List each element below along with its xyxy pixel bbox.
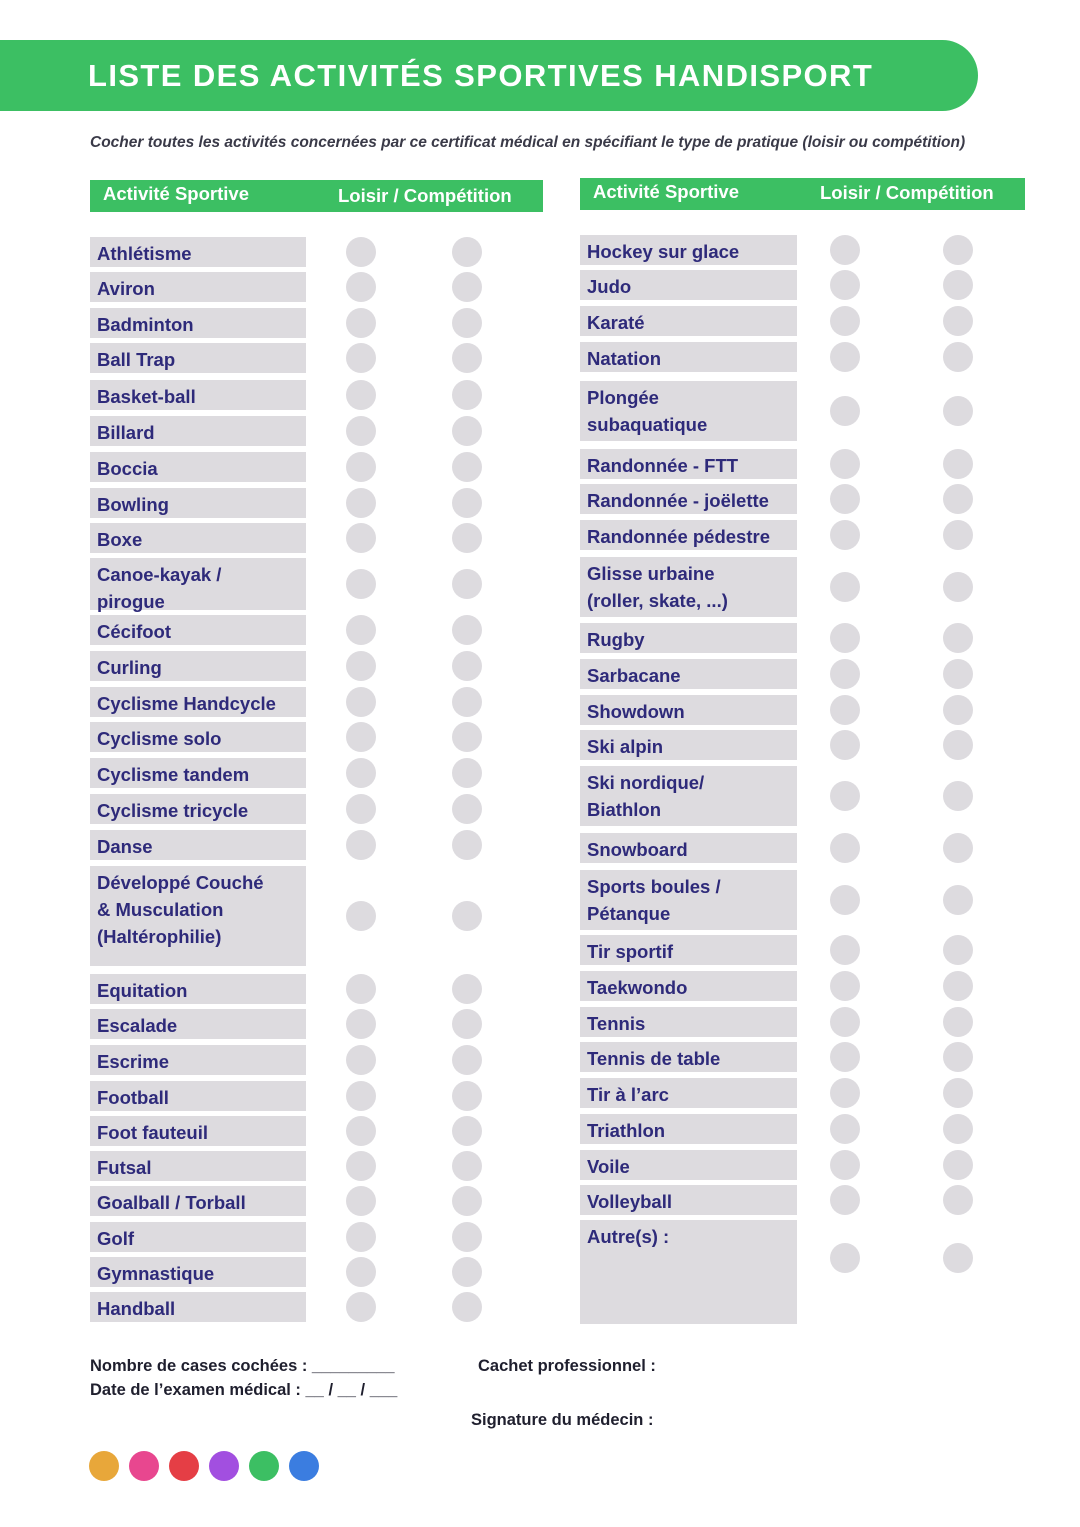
activity-label: Autre(s) : <box>580 1220 797 1324</box>
blue-dot <box>289 1451 319 1481</box>
activity-label: Taekwondo <box>580 971 797 1001</box>
activity-label: Plongée subaquatique <box>580 381 797 441</box>
activity-row <box>90 1151 487 1181</box>
activity-label: Curling <box>90 651 306 681</box>
loisir-radio[interactable] <box>830 306 860 336</box>
activity-label: Cécifoot <box>90 615 306 645</box>
loisir-radio[interactable] <box>346 758 376 788</box>
loisir-radio[interactable] <box>346 1081 376 1111</box>
loisir-radio[interactable] <box>346 794 376 824</box>
activity-row <box>90 687 487 717</box>
loisir-radio[interactable] <box>830 935 860 965</box>
left-table-header <box>90 180 543 212</box>
activity-row <box>580 449 978 479</box>
competition-radio[interactable] <box>452 488 482 518</box>
activity-label: Tir à l’arc <box>580 1078 797 1108</box>
loisir-radio[interactable] <box>346 1222 376 1252</box>
activity-row <box>580 1078 978 1108</box>
loisir-radio[interactable] <box>346 974 376 1004</box>
activity-label: Cyclisme solo <box>90 722 306 752</box>
competition-radio[interactable] <box>943 833 973 863</box>
activity-label: Randonnée - FTT <box>580 449 797 479</box>
competition-radio[interactable] <box>943 1150 973 1180</box>
activity-row <box>580 766 978 826</box>
activity-label: Karaté <box>580 306 797 336</box>
competition-radio[interactable] <box>943 1185 973 1215</box>
competition-radio[interactable] <box>452 380 482 410</box>
pink-dot <box>129 1451 159 1481</box>
loisir-radio[interactable] <box>346 1151 376 1181</box>
activity-column-header: Activité Sportive <box>103 183 249 204</box>
activity-label: Triathlon <box>580 1114 797 1144</box>
loisir-radio[interactable] <box>346 1009 376 1039</box>
activity-row <box>580 971 978 1001</box>
activity-label: Danse <box>90 830 306 860</box>
loisir-radio[interactable] <box>830 342 860 372</box>
activity-label: Tennis de table <box>580 1042 797 1072</box>
activity-label: Billard <box>90 416 306 446</box>
activity-row <box>580 623 978 653</box>
loisir-radio[interactable] <box>346 615 376 645</box>
activity-row <box>580 342 978 372</box>
competition-radio[interactable] <box>943 520 973 550</box>
loisir-radio[interactable] <box>346 901 376 931</box>
loisir-radio[interactable] <box>830 885 860 915</box>
competition-radio[interactable] <box>452 794 482 824</box>
activity-row <box>90 343 487 373</box>
activity-row <box>90 1045 487 1075</box>
competition-radio[interactable] <box>943 1078 973 1108</box>
competition-radio[interactable] <box>452 830 482 860</box>
activity-label: Sarbacane <box>580 659 797 689</box>
competition-radio[interactable] <box>943 695 973 725</box>
activity-row <box>90 615 487 645</box>
loisir-radio[interactable] <box>830 971 860 1001</box>
competition-radio[interactable] <box>943 235 973 265</box>
activity-label: Randonnée pédestre <box>580 520 797 550</box>
activity-label: Ski nordique/ Biathlon <box>580 766 797 826</box>
activity-row <box>580 1220 978 1324</box>
activity-row <box>90 1222 487 1252</box>
activity-label: Handball <box>90 1292 306 1322</box>
activity-row <box>90 523 487 553</box>
competition-radio[interactable] <box>452 1151 482 1181</box>
activity-row <box>90 1257 487 1287</box>
activity-label: Goalball / Torball <box>90 1186 306 1216</box>
activity-label: Boccia <box>90 452 306 482</box>
loisir-radio[interactable] <box>830 833 860 863</box>
competition-radio[interactable] <box>452 722 482 752</box>
competition-radio[interactable] <box>452 1186 482 1216</box>
activity-row <box>580 484 978 514</box>
competition-radio[interactable] <box>452 974 482 1004</box>
exam-date-field: Date de l’examen médical : __ / __ / ___ <box>90 1381 398 1399</box>
purple-dot <box>209 1451 239 1481</box>
loisir-radio[interactable] <box>830 1007 860 1037</box>
loisir-radio[interactable] <box>346 687 376 717</box>
loisir-radio[interactable] <box>346 308 376 338</box>
activity-label: Gymnastique <box>90 1257 306 1287</box>
competition-radio[interactable] <box>452 1116 482 1146</box>
activity-row <box>90 237 487 267</box>
activity-row <box>90 416 487 446</box>
loisir-radio[interactable] <box>830 1243 860 1273</box>
loisir-radio[interactable] <box>830 1185 860 1215</box>
activity-label: Badminton <box>90 308 306 338</box>
activity-label: Rugby <box>580 623 797 653</box>
loisir-radio[interactable] <box>346 380 376 410</box>
activity-row <box>580 1114 978 1144</box>
activity-label: Athlétisme <box>90 237 306 267</box>
activity-row <box>90 1292 487 1322</box>
activity-label: Boxe <box>90 523 306 553</box>
activity-label: Ski alpin <box>580 730 797 760</box>
loisir-radio[interactable] <box>346 830 376 860</box>
activity-row <box>580 520 978 550</box>
activity-row <box>580 306 978 336</box>
competition-radio[interactable] <box>943 1243 973 1273</box>
activity-row <box>90 558 487 610</box>
loisir-radio[interactable] <box>830 484 860 514</box>
activity-label: Judo <box>580 270 797 300</box>
loisir-radio[interactable] <box>830 781 860 811</box>
activity-label: Cyclisme tricycle <box>90 794 306 824</box>
activity-label: Randonnée - joëlette <box>580 484 797 514</box>
activity-label: Tennis <box>580 1007 797 1037</box>
activity-row <box>90 380 487 410</box>
competition-radio[interactable] <box>943 885 973 915</box>
competition-radio[interactable] <box>452 272 482 302</box>
loisir-radio[interactable] <box>346 569 376 599</box>
loisir-radio[interactable] <box>346 416 376 446</box>
color-dots <box>89 1451 319 1481</box>
competition-radio[interactable] <box>943 971 973 1001</box>
loisir-radio[interactable] <box>346 237 376 267</box>
competition-radio[interactable] <box>943 306 973 336</box>
competition-radio[interactable] <box>452 758 482 788</box>
activity-row <box>90 1186 487 1216</box>
activity-label: Glisse urbaine (roller, skate, ...) <box>580 557 797 617</box>
competition-radio[interactable] <box>452 1081 482 1111</box>
red-dot <box>169 1451 199 1481</box>
activity-label: Aviron <box>90 272 306 302</box>
loisir-radio[interactable] <box>830 1078 860 1108</box>
title-banner <box>0 40 978 111</box>
activity-label: Escrime <box>90 1045 306 1075</box>
loisir-radio[interactable] <box>346 1116 376 1146</box>
activity-label: Futsal <box>90 1151 306 1181</box>
activity-row <box>90 866 487 966</box>
competition-radio[interactable] <box>943 935 973 965</box>
competition-radio[interactable] <box>943 1007 973 1037</box>
activity-row <box>580 730 978 760</box>
loisir-radio[interactable] <box>346 722 376 752</box>
competition-radio[interactable] <box>943 572 973 602</box>
activity-label: Hockey sur glace <box>580 235 797 265</box>
loisir-radio[interactable] <box>346 488 376 518</box>
competition-radio[interactable] <box>943 396 973 426</box>
loisir-radio[interactable] <box>830 235 860 265</box>
activity-row <box>580 870 978 930</box>
activity-row <box>90 452 487 482</box>
competition-radio[interactable] <box>452 901 482 931</box>
competition-radio[interactable] <box>452 1222 482 1252</box>
practice-column-header: Loisir / Compétition <box>820 182 994 203</box>
competition-radio[interactable] <box>943 659 973 689</box>
activity-label: Voile <box>580 1150 797 1180</box>
loisir-radio[interactable] <box>346 1292 376 1322</box>
doctor-signature-label: Signature du médecin : <box>471 1411 654 1429</box>
checked-count-field: Nombre de cases cochées : _________ <box>90 1357 395 1375</box>
practice-column-header: Loisir / Compétition <box>338 185 512 206</box>
activity-label: Cyclisme tandem <box>90 758 306 788</box>
loisir-radio[interactable] <box>830 659 860 689</box>
loisir-radio[interactable] <box>830 449 860 479</box>
activity-label: Equitation <box>90 974 306 1004</box>
competition-radio[interactable] <box>452 237 482 267</box>
activity-row <box>580 1007 978 1037</box>
activity-row <box>90 830 487 860</box>
activity-label: Foot fauteuil <box>90 1116 306 1146</box>
competition-radio[interactable] <box>452 651 482 681</box>
activity-label: Football <box>90 1081 306 1111</box>
activity-row <box>580 557 978 617</box>
loisir-radio[interactable] <box>346 523 376 553</box>
competition-radio[interactable] <box>452 615 482 645</box>
activity-row <box>580 1042 978 1072</box>
activity-row <box>580 381 978 441</box>
competition-radio[interactable] <box>943 1042 973 1072</box>
loisir-radio[interactable] <box>830 1042 860 1072</box>
competition-radio[interactable] <box>943 1114 973 1144</box>
loisir-radio[interactable] <box>346 452 376 482</box>
activity-row <box>580 695 978 725</box>
activity-label: Basket-ball <box>90 380 306 410</box>
page-title: LISTE DES ACTIVITÉS SPORTIVES HANDISPORT <box>88 57 874 93</box>
loisir-radio[interactable] <box>830 1114 860 1144</box>
activity-row <box>90 974 487 1004</box>
loisir-radio[interactable] <box>346 343 376 373</box>
competition-radio[interactable] <box>943 781 973 811</box>
competition-radio[interactable] <box>943 449 973 479</box>
activity-label: Natation <box>580 342 797 372</box>
loisir-radio[interactable] <box>346 272 376 302</box>
activity-row <box>580 1150 978 1180</box>
activity-label: Cyclisme Handcycle <box>90 687 306 717</box>
competition-radio[interactable] <box>943 623 973 653</box>
activity-label: Showdown <box>580 695 797 725</box>
orange-dot <box>89 1451 119 1481</box>
activity-row <box>90 758 487 788</box>
loisir-radio[interactable] <box>830 572 860 602</box>
competition-radio[interactable] <box>452 343 482 373</box>
competition-radio[interactable] <box>452 569 482 599</box>
activity-row <box>90 794 487 824</box>
activity-row <box>580 235 978 265</box>
activity-row <box>90 488 487 518</box>
activity-label: Sports boules / Pétanque <box>580 870 797 930</box>
activity-row <box>90 651 487 681</box>
loisir-radio[interactable] <box>830 623 860 653</box>
activity-row <box>90 1116 487 1146</box>
competition-radio[interactable] <box>943 484 973 514</box>
loisir-radio[interactable] <box>346 1257 376 1287</box>
right-table-header <box>580 178 1025 210</box>
activity-row <box>580 833 978 863</box>
activity-label: Golf <box>90 1222 306 1252</box>
activity-label: Ball Trap <box>90 343 306 373</box>
loisir-radio[interactable] <box>830 396 860 426</box>
activity-label: Développé Couché & Musculation (Haltérophilie) <box>90 866 306 966</box>
loisir-radio[interactable] <box>346 1045 376 1075</box>
activity-label: Snowboard <box>580 833 797 863</box>
loisir-radio[interactable] <box>346 651 376 681</box>
professional-stamp-label: Cachet professionnel : <box>478 1357 656 1375</box>
loisir-radio[interactable] <box>830 520 860 550</box>
activity-row <box>90 272 487 302</box>
competition-radio[interactable] <box>452 1292 482 1322</box>
loisir-radio[interactable] <box>830 1150 860 1180</box>
loisir-radio[interactable] <box>830 270 860 300</box>
competition-radio[interactable] <box>452 452 482 482</box>
competition-radio[interactable] <box>452 416 482 446</box>
activity-row <box>580 1185 978 1215</box>
competition-radio[interactable] <box>943 270 973 300</box>
loisir-radio[interactable] <box>830 695 860 725</box>
activity-label: Escalade <box>90 1009 306 1039</box>
competition-radio[interactable] <box>452 523 482 553</box>
activity-label: Volleyball <box>580 1185 797 1215</box>
competition-radio[interactable] <box>943 342 973 372</box>
activity-row <box>90 722 487 752</box>
competition-radio[interactable] <box>943 730 973 760</box>
competition-radio[interactable] <box>452 1009 482 1039</box>
activity-label: Tir sportif <box>580 935 797 965</box>
activity-column-header: Activité Sportive <box>593 181 739 202</box>
activity-row <box>90 1009 487 1039</box>
activity-label: Bowling <box>90 488 306 518</box>
activity-row <box>90 308 487 338</box>
activity-row <box>580 270 978 300</box>
competition-radio[interactable] <box>452 1257 482 1287</box>
competition-radio[interactable] <box>452 1045 482 1075</box>
instructions-text: Cocher toutes les activités concernées par ce certificat médical en spécifiant le type de pratique (loisir ou compétition) <box>90 134 966 151</box>
activity-row <box>580 659 978 689</box>
green-dot <box>249 1451 279 1481</box>
competition-radio[interactable] <box>452 687 482 717</box>
competition-radio[interactable] <box>452 308 482 338</box>
activity-row <box>580 935 978 965</box>
loisir-radio[interactable] <box>830 730 860 760</box>
loisir-radio[interactable] <box>346 1186 376 1216</box>
activity-row <box>90 1081 487 1111</box>
activity-label: Canoe-kayak / pirogue <box>90 558 306 610</box>
